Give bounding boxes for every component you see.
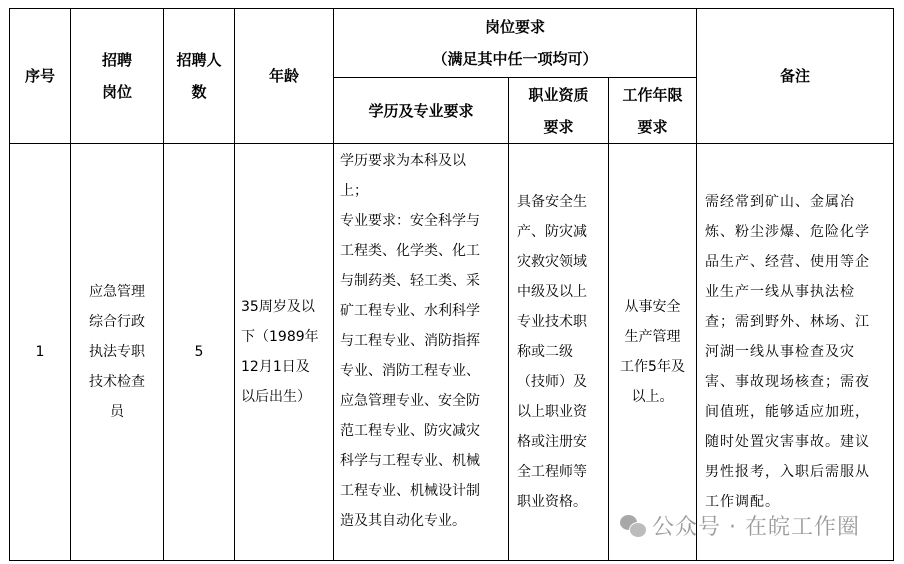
cell-remarks: 需经常到矿山、金属冶 炼、粉尘涉爆、危险化学 品生产、经营、使用等企 业生产一线从事执法检 查；需到野外、林场、江 河湖一线从事检查及灾 害、事故现场核查；需夜 间值班，能够适应加班， 随时处置灾害事故。建议 男性报考，入职后需服从 工作调配。	[697, 144, 894, 561]
header-education: 学历及专业要求	[334, 78, 509, 144]
header-seq: 序号	[10, 9, 71, 144]
header-age: 年龄	[235, 9, 334, 144]
header-count: 招聘人 数	[164, 9, 235, 144]
header-qualification: 职业资质 要求	[509, 78, 609, 144]
cell-position: 应急管理 综合行政 执法专职 技术检查 员	[71, 144, 164, 561]
header-remarks: 备注	[697, 9, 894, 144]
cell-age: 35周岁及以 下（1989年 12月1日及 以后出生）	[235, 144, 334, 561]
cell-qualification: 具备安全生 产、防灾减 灾救灾领域 中级及以上 专业技术职 称或二级 （技师）及 以上职业资 格或注册安 全工程师等 职业资格。	[509, 144, 609, 561]
wechat-icon	[620, 515, 646, 537]
table-row	[10, 144, 894, 561]
cell-seq: 1	[10, 144, 71, 561]
recruitment-table	[9, 8, 894, 561]
cell-count: 5	[164, 144, 235, 561]
cell-experience: 从事安全 生产管理 工作5年及 以上。	[609, 144, 697, 561]
header-experience: 工作年限 要求	[609, 78, 697, 144]
watermark-text: 公众号 · 在皖工作圈	[652, 515, 860, 540]
watermark	[620, 510, 860, 541]
cell-education: 学历要求为本科及以 上； 专业要求：安全科学与 工程类、化学类、化工 与制药类、轻工类、采 矿工程专业、水利科学 与工程专业、消防指挥 专业、消防工程专业、 应急管理专业、安全防 范工程专业、防灾减灾 科学与工程专业、机械 工程专业、机械设计制 造及其自动化专业。	[334, 144, 509, 561]
header-position: 招聘 岗位	[71, 9, 164, 144]
header-requirements-group: 岗位要求 （满足其中任一项均可）	[334, 9, 697, 78]
